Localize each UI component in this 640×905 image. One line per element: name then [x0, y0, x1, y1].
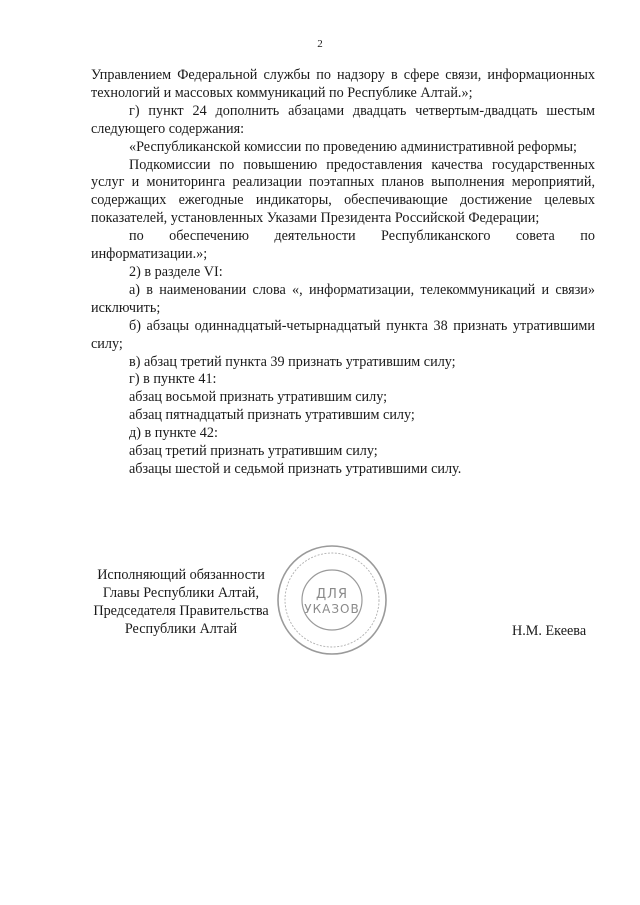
- document-body: [91, 67, 595, 479]
- paragraph: абзац пятнадцатый признать утратившим силу;: [129, 407, 415, 424]
- paragraph: в) абзац третий пункта 39 признать утратившим силу;: [129, 353, 456, 370]
- paragraph: «Республиканской комиссии по проведению административной реформы;: [129, 138, 577, 155]
- signatory-title-line: Председателя Правительства: [93, 602, 269, 619]
- paragraph: г) в пункте 41:: [129, 371, 217, 388]
- page-number: 2: [317, 38, 323, 50]
- paragraph: по обеспечению деятельности Республиканского совета по информатизации.»;: [91, 228, 595, 263]
- paragraph: 2) в разделе VI:: [129, 263, 223, 280]
- paragraph: абзацы шестой и седьмой признать утратившими силу.: [129, 460, 462, 477]
- signatory-title-line: Главы Республики Алтай,: [102, 584, 260, 601]
- seal-text: УКАЗОВ: [304, 602, 360, 616]
- paragraph: Управлением Федеральной службы по надзору в сфере связи, информационных технологий и массовых коммуникаций по Республике Алтай.»;: [91, 67, 595, 101]
- signatory-title: [85, 567, 277, 639]
- paragraph: абзац восьмой признать утратившим силу;: [129, 389, 388, 406]
- paragraph: а) в наименовании слова «, информатизации, телекоммуникаций и связи» исключить;: [91, 281, 595, 316]
- signatory-title-line: Республики Алтай: [124, 620, 238, 637]
- paragraph: д) в пункте 42:: [129, 425, 218, 442]
- seal-text: ДЛЯ: [316, 587, 348, 602]
- paragraph: г) пункт 24 дополнить абзацами двадцать четвертым-двадцать шестым следующего содержания:: [91, 102, 595, 137]
- seal-stamp-icon: [276, 544, 388, 656]
- paragraph: б) абзацы одиннадцатый-четырнадцатый пункта 38 признать утратившими силу;: [91, 317, 595, 352]
- paragraph: абзац третий признать утратившим силу;: [129, 443, 378, 460]
- signatory-title-line: Исполняющий обязанности: [97, 567, 265, 583]
- paragraph: Подкомиссии по повышению предоставления качества государственных услуг и мониторинга реализации поэтапных планов выполнения мероприятий, содержащих ежегодные индикаторы, обеспечивающие достижение целевых показателей, установленных Указами Президента Российской Федерации;: [91, 156, 595, 227]
- signatory-name: Н.М. Екеева: [512, 623, 587, 639]
